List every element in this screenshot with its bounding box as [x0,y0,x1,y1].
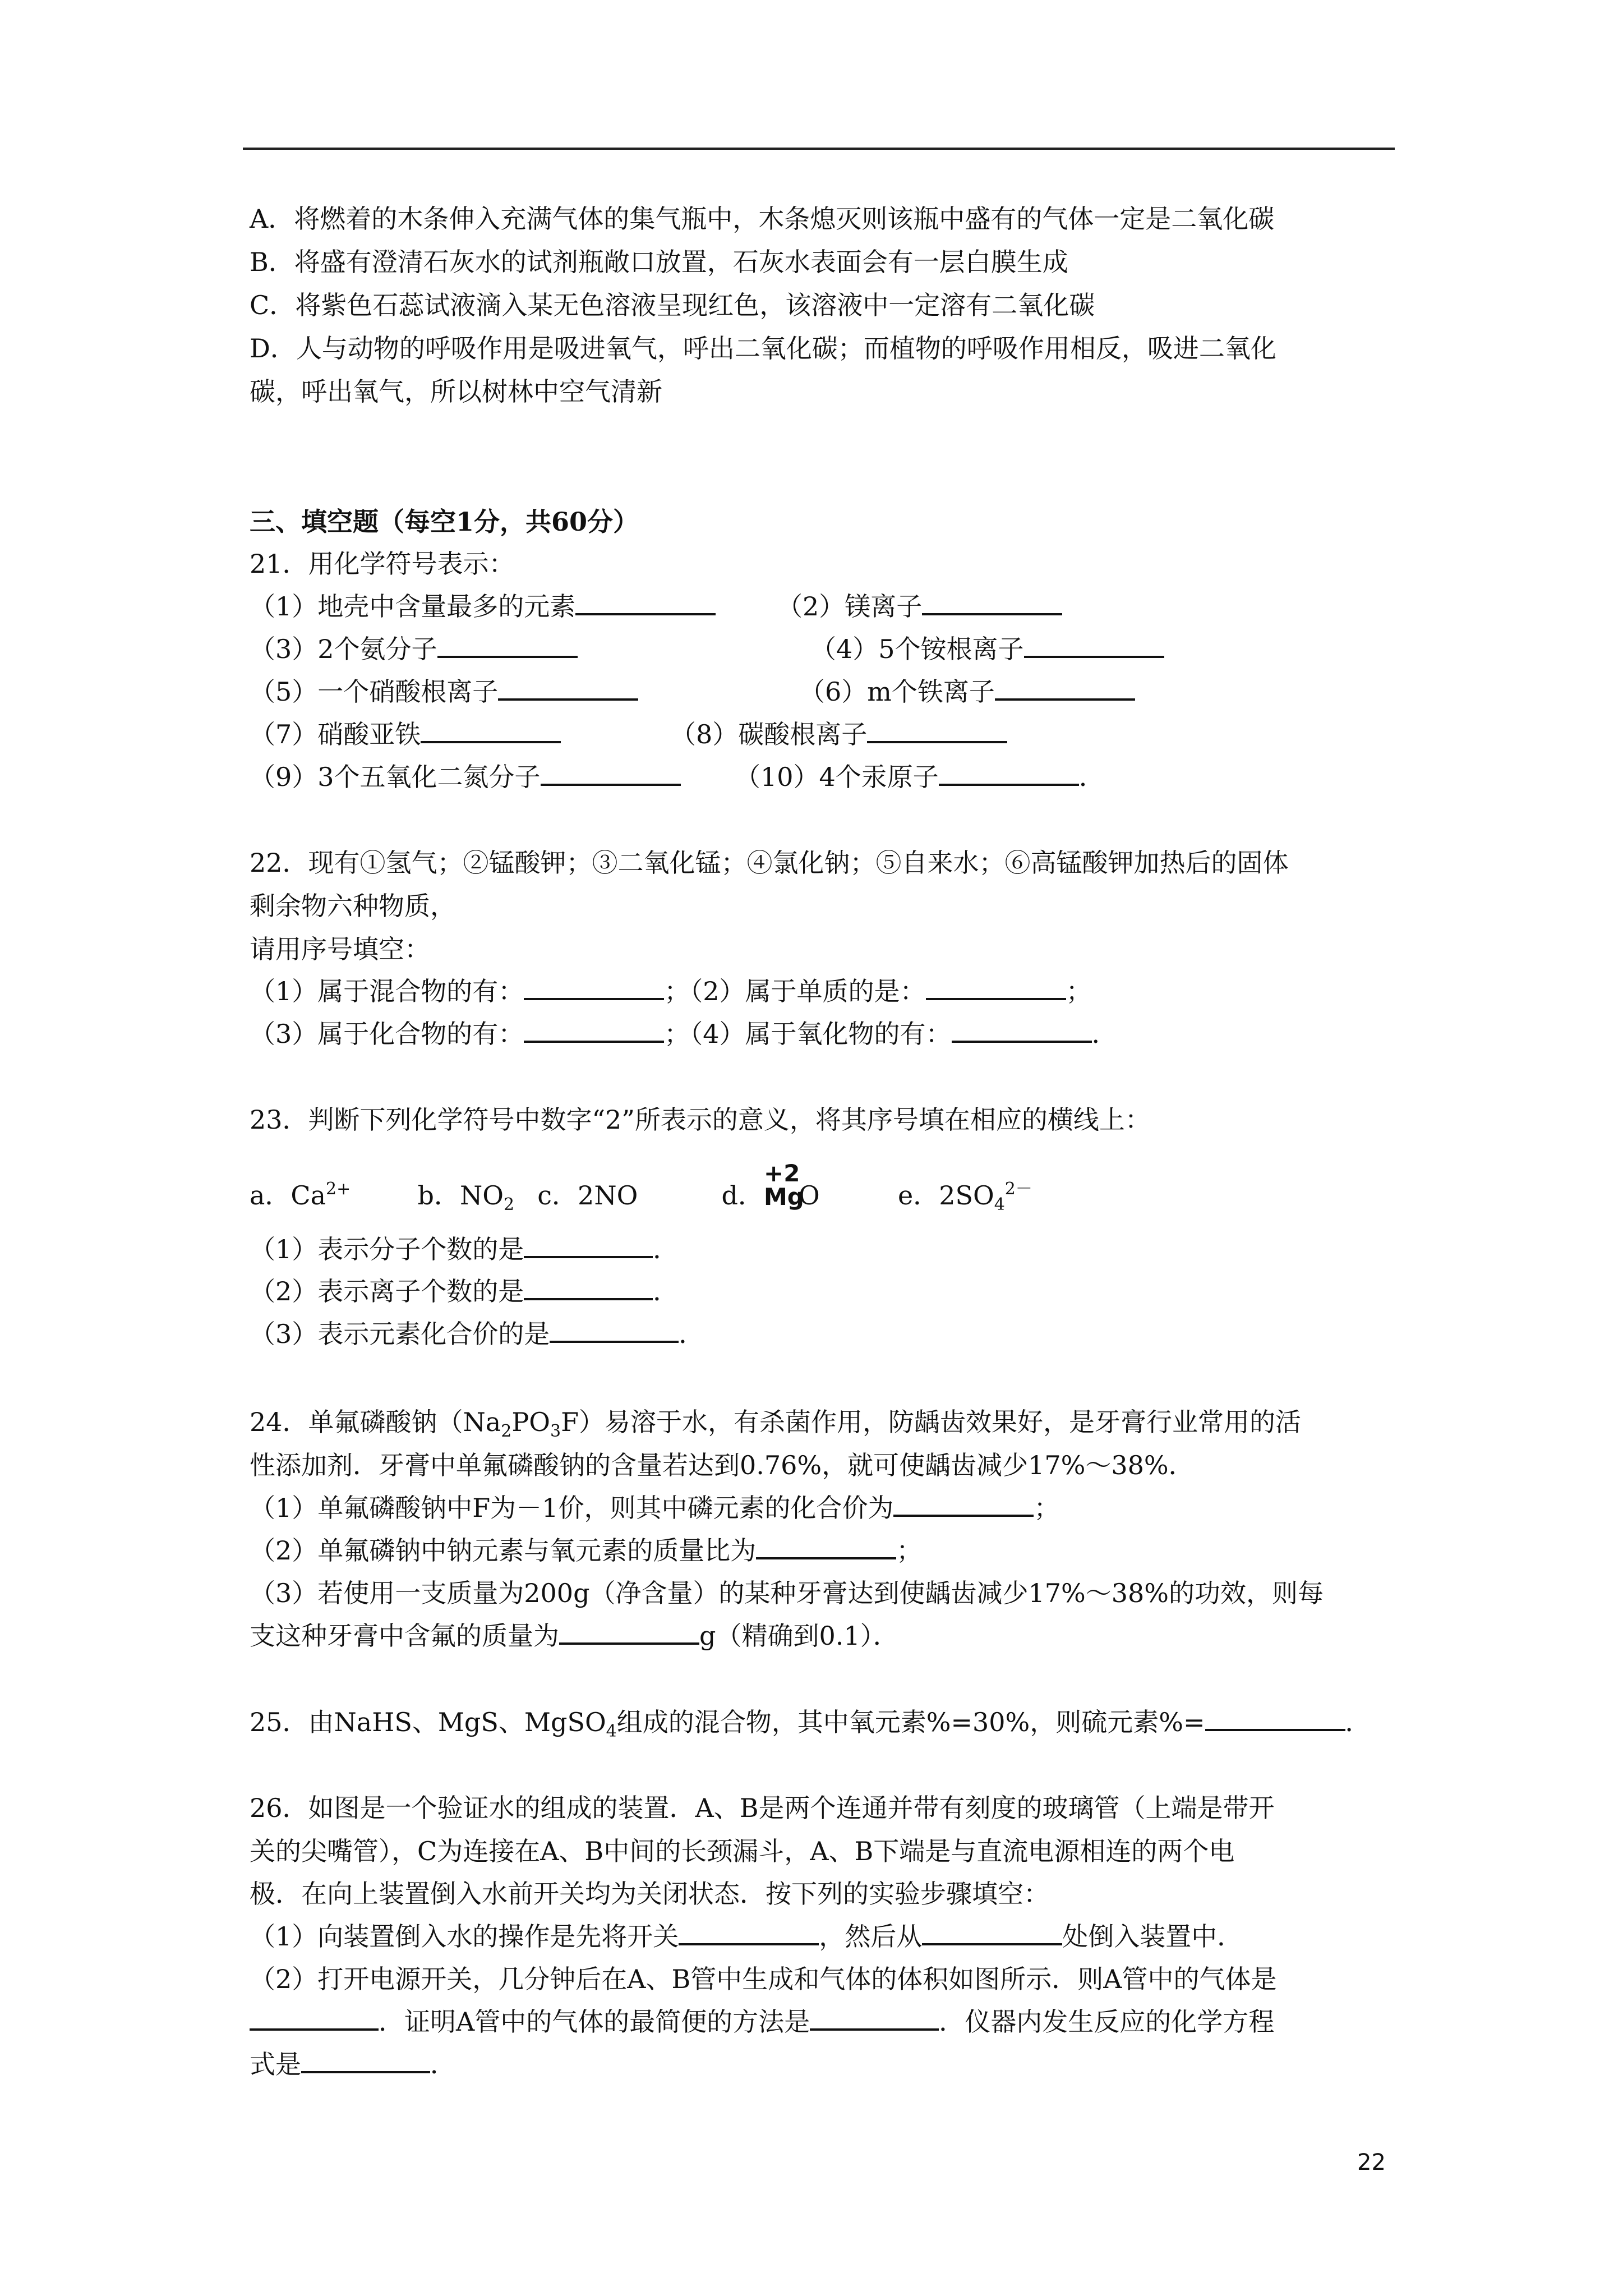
answer-blank[interactable] [524,1232,653,1258]
valence-mg-symbol: +2 Mg [764,1159,804,1211]
q26-stem-line3: 极．在向上装置倒入水前开关均为关闭状态．按下列的实验步骤填空： [250,1879,1049,1909]
q23-part-1: （1）表示分子个数的是 ． [250,1232,679,1266]
q26-part-2-line2: ．证明A管中的气体的最简便的方法是 ．仪器内发生反应的化学方程 [250,2005,1274,2039]
q24-part-3-line2: 支这种牙膏中含氟的质量为 g（精确到0.1）． [250,1619,899,1653]
q21-stem: 21．用化学符号表示： [250,549,515,579]
q24-part-3-line1: （3）若使用一支质量为200g（净含量）的某种牙膏达到使龋齿减少17%～38%的功效，则每 [250,1578,1324,1608]
answer-blank[interactable] [524,1017,664,1043]
q23-part-2: （2）表示离子个数的是 ． [250,1274,679,1308]
answer-blank[interactable] [995,675,1135,701]
q21-item-1: （1）地壳中含量最多的元素 [250,590,716,623]
q21-item-10: （10）4个汞原子 ． [735,760,1105,794]
q20-option-b: B．将盛有澄清石灰水的试剂瓶敞口放置，石灰水表面会有一层白膜生成 [250,247,1068,277]
answer-blank[interactable] [922,590,1062,615]
q21-item-6: （6）m个铁离子 [799,675,1135,708]
q21-item-2: （2）镁离子 [777,590,1062,623]
answer-blank[interactable] [301,2047,430,2073]
answer-blank[interactable] [679,1920,819,1945]
q21-item-9: （9）3个五氧化二氮分子 [250,760,681,794]
q24-stem-line1: 24．单氟磷酸钠$(Na_2PO_3F)$易溶于水，有杀菌作用，防龋齿效果好，是牙膏行业常用的活 [250,1407,1301,1441]
answer-blank[interactable] [575,590,716,615]
q22-stem-line3: 请用序号填空： [250,934,430,964]
q21-item-7: （7）硝酸亚铁 [250,717,561,751]
answer-blank[interactable] [952,1017,1092,1043]
header-rule [243,148,1395,150]
page-number: 22 [1357,2150,1386,2175]
q25-stem: 25．由NaHS、MgS、MgSO$_4$组成的混合物，其中氧元素%=30%，则硫元素%= ． [250,1705,1371,1749]
answer-blank[interactable] [250,2005,379,2031]
q24-part-2: （2）单氟磷钠中钠元素与氧元素的质量比为 ； [250,1534,922,1567]
q20-option-d-line1: D．人与动物的呼吸作用是吸进氧气，呼出二氧化碳；而植物的呼吸作用相反，吸进二氧化 [250,333,1276,364]
q26-stem-line1: 26．如图是一个验证水的组成的装置．A、B是两个连通并带有刻度的玻璃管（上端是带开 [250,1793,1275,1823]
q23-part-3: （3）表示元素化合价的是 ． [250,1317,704,1351]
answer-blank[interactable] [524,974,664,1000]
answer-blank[interactable] [926,974,1066,1000]
answer-blank[interactable] [1024,632,1164,658]
answer-blank[interactable] [437,632,578,658]
q22-parts-3-4: （3）属于化合物的有： ；（4）属于氧化物的有： ． [250,1017,1118,1051]
q21-item-3: （3）2个氨分子 [250,632,578,666]
q22-parts-1-2: （1）属于混合物的有： ；（2）属于单质的是： ； [250,974,1092,1008]
q24-stem-line2: 性添加剂．牙膏中单氟磷酸钠的含量若达到0.76%，就可使龋齿减少17%～38%． [250,1450,1195,1480]
q21-item-8: （8）碳酸根离子 [670,717,1007,751]
answer-blank[interactable] [756,1534,896,1559]
q20-option-c: C．将紫色石蕊试液滴入某无色溶液呈现红色，该溶液中一定溶有二氧化碳 [250,290,1095,320]
q26-part-1: （1）向装置倒入水的操作是先将开关 ，然后从 处倒入装置中． [250,1920,1243,1953]
answer-blank[interactable] [867,717,1007,743]
answer-blank[interactable] [421,717,561,743]
answer-blank[interactable] [1205,1705,1345,1731]
answer-blank[interactable] [524,1274,653,1300]
q22-stem-line2: 剩余物六种物质， [250,891,456,921]
answer-blank[interactable] [559,1619,699,1645]
q20-option-d-line2: 碳，呼出氧气，所以树林中空气清新 [250,376,662,407]
q24-part-1: （1）单氟磷酸钠中F为－1价，则其中磷元素的化合价为 ； [250,1491,1059,1525]
q21-item-4: （4）5个铵根离子 [810,632,1164,666]
answer-blank[interactable] [939,760,1079,786]
q22-stem-line1: 22．现有①氢气；②锰酸钾；③二氧化锰；④氯化钠；⑤自来水；⑥高锰酸钾加热后的固体 [250,848,1289,878]
answer-blank[interactable] [498,675,638,701]
answer-blank[interactable] [541,760,681,786]
q23-stem: 23．判断下列化学符号中数字“2”所表示的意义，将其序号填在相应的横线上： [250,1105,1151,1135]
q20-option-a: A．将燃着的木条伸入充满气体的集气瓶中，木条熄灭则该瓶中盛有的气体一定是二氧化碳 [250,204,1275,234]
section-title: 三、填空题（每空1分，共60分） [250,507,639,537]
answer-blank[interactable] [922,1920,1062,1945]
answer-blank[interactable] [810,2005,939,2031]
q23-options: a．$Ca^{2+}$ b．$NO_2$ c．2NO d． +2 Mg O e．$2SO_4^{2-}$ [250,1159,1032,1214]
q26-stem-line2: 关的尖嘴管），C为连接在A、B中间的长颈漏斗，A、B下端是与直流电源相连的两个电 [250,1836,1235,1866]
answer-blank[interactable] [893,1491,1034,1517]
q21-item-5: （5）一个硝酸根离子 [250,675,638,708]
answer-blank[interactable] [550,1317,679,1343]
q26-part-2-line3: 式是 ． [250,2047,456,2081]
q26-part-2-line1: （2）打开电源开关，几分钟后在A、B管中生成和气体的体积如图所示．则A管中的气体是 [250,1964,1277,1994]
